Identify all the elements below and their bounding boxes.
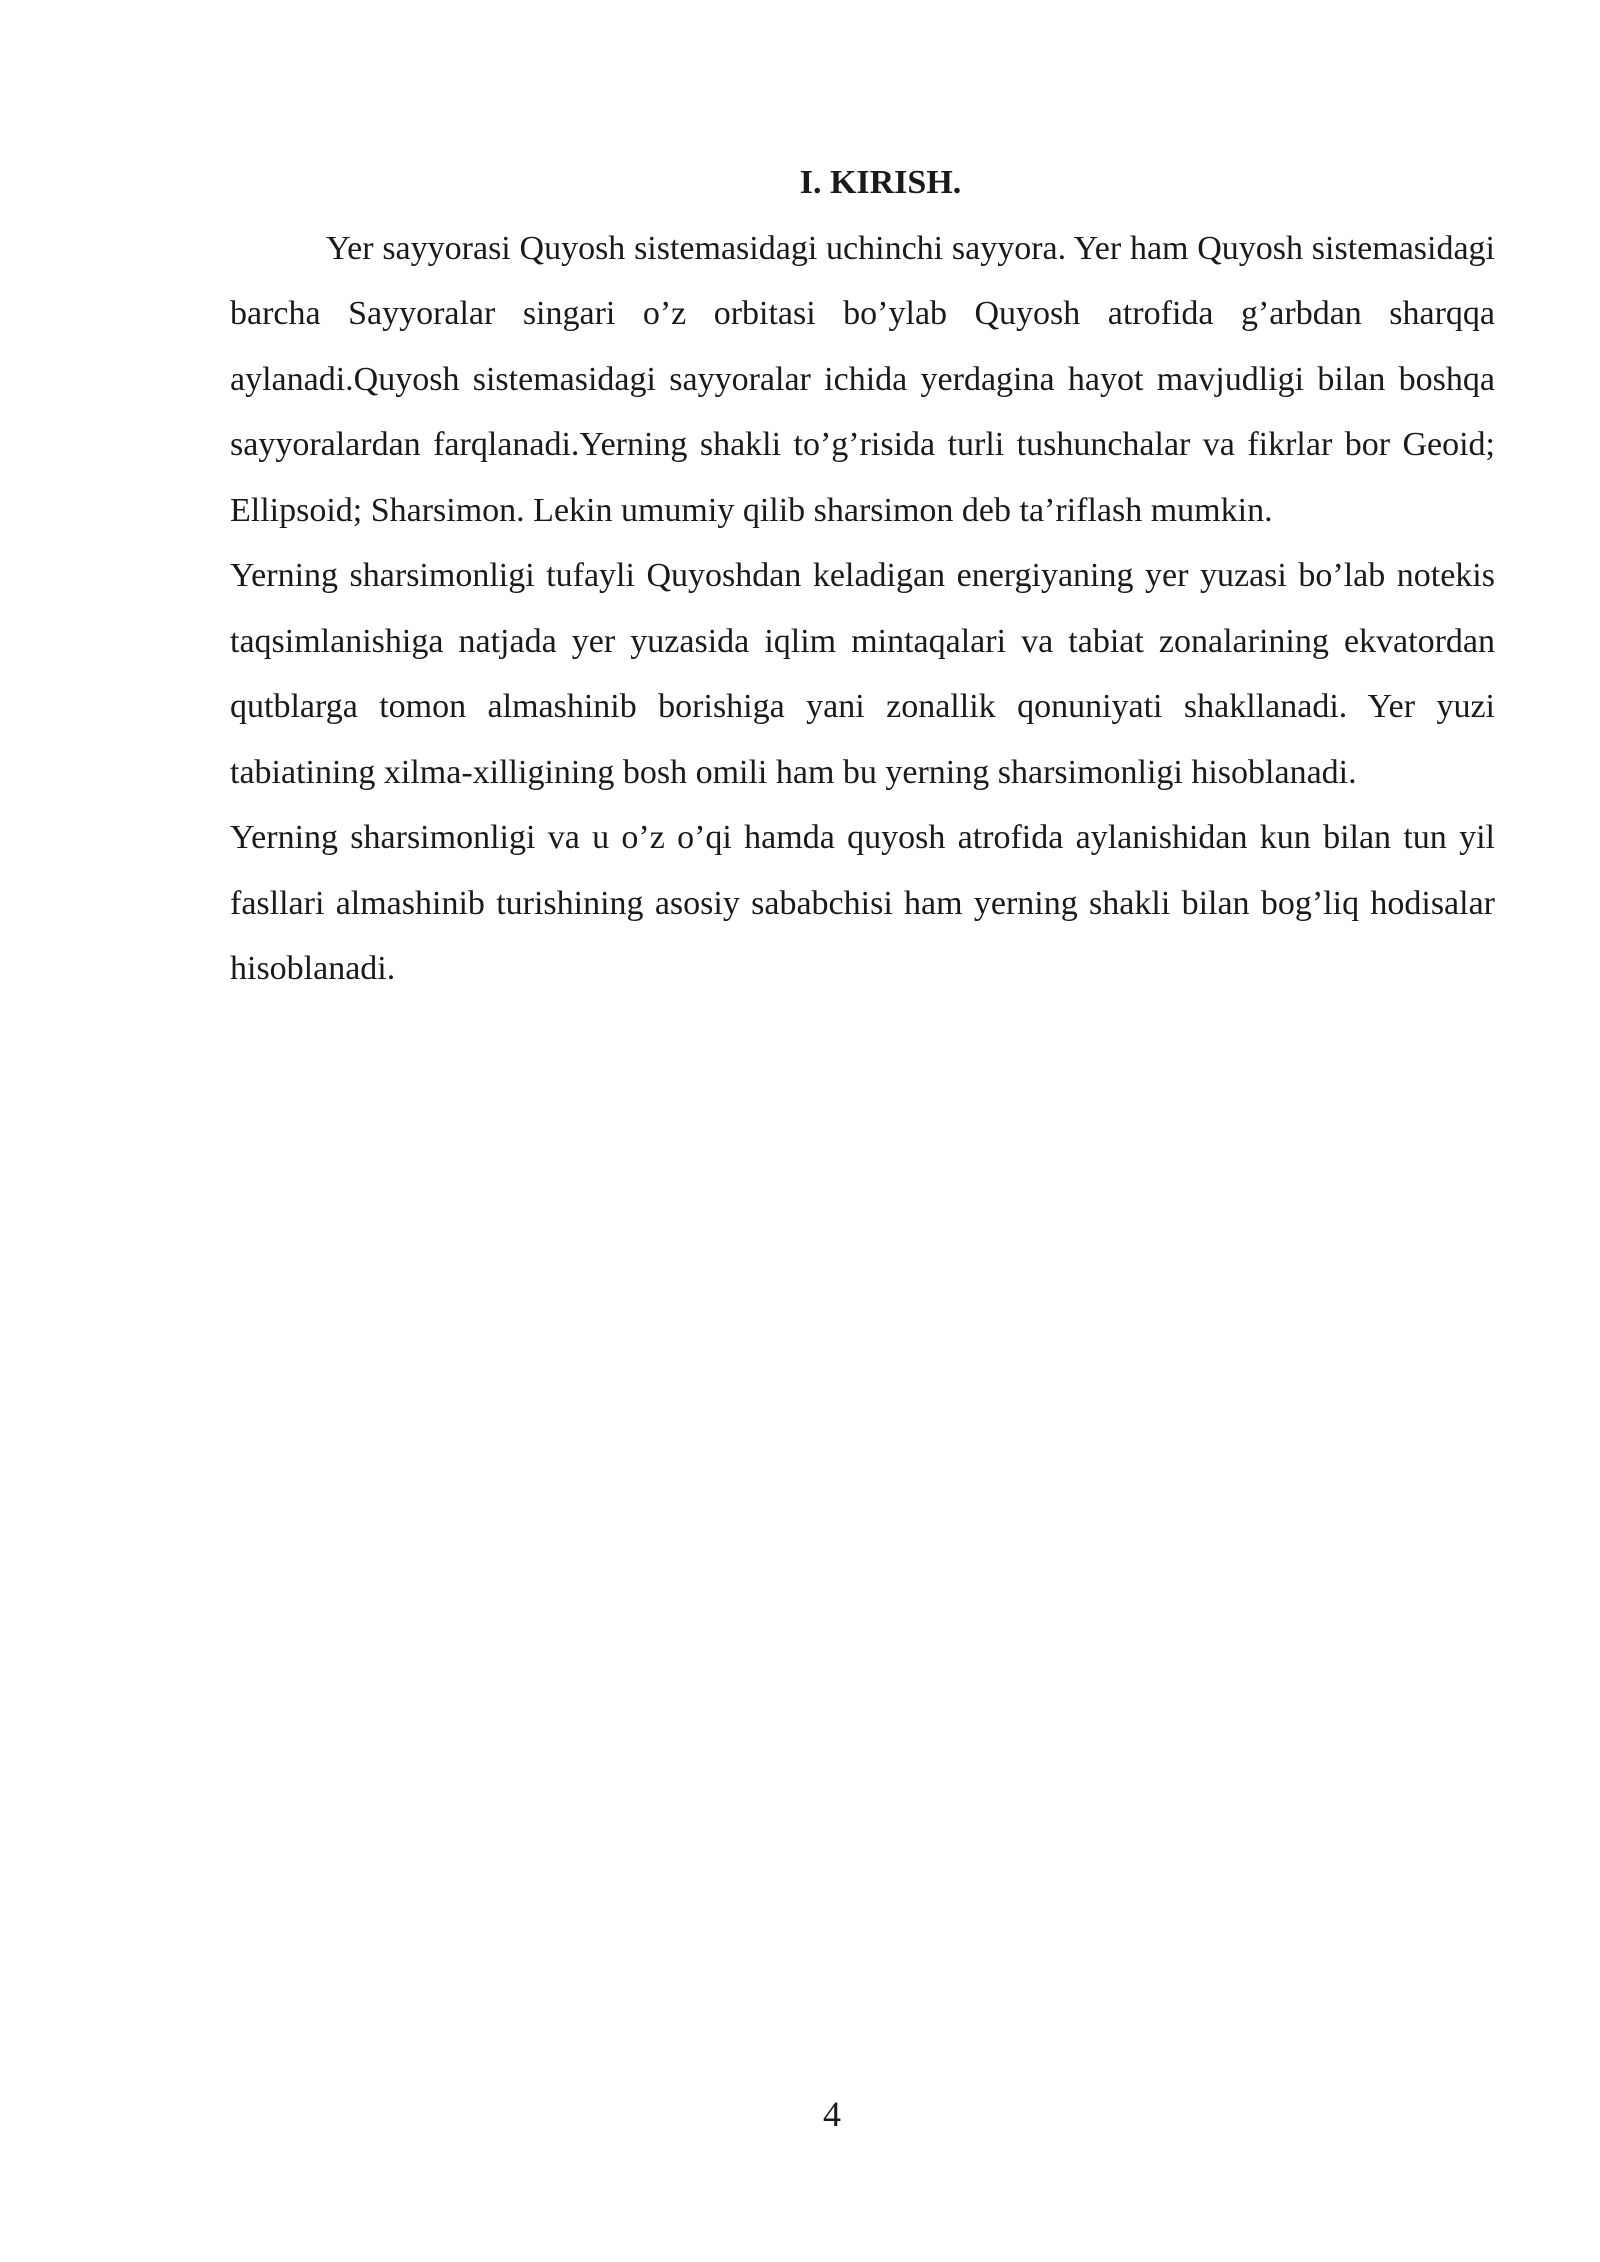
section-heading: I. KIRISH. xyxy=(799,164,962,201)
page-number: 4 xyxy=(823,2094,841,2134)
paragraph-3: Yerning sharsimonligi va u o’z o’qi hamda quyosh atrofida aylanishidan kun bilan tun yil fasllari almashinib turishining asosiy sababchisi ham yerning shakli bilan bog’liq hodisalar hisoblanadi. xyxy=(230,819,1495,987)
paragraph-2: Yerning sharsimonligi tufayli Quyoshdan keladigan energiyaning yer yuzasi bo’lab notekis taqsimlanishiga natjada yer yuzasida iqlim mintaqalari va tabiat zonalarining ekvatordan qutblarga tomon almashinib borishiga yani zonallik qonuniyati shakllanadi. Yer yuzi tabiatining xilma-xilligining bosh omili ham bu yerning sharsimonligi hisoblanadi. xyxy=(230,557,1495,791)
document-body xyxy=(230,150,1495,1002)
paragraph-1: Yer sayyorasi Quyosh sistemasidagi uchinchi sayyora. Yer ham Quyosh sistemasidagi barcha Sayyoralar singari o’z orbitasi bo’ylab Quyosh atrofida g’arbdan sharqqa aylanadi.Quyosh sistemasidagi sayyoralar ichida yerdagina hayot mavjudligi bilan boshqa sayyoralardan farqlanadi.Yerning shakli to’g’risida turli tushunchalar va fikrlar bor Geoid; Ellipsoid; Sharsimon. Lekin umumiy qilib sharsimon deb ta’riflash mumkin. xyxy=(230,229,1495,529)
